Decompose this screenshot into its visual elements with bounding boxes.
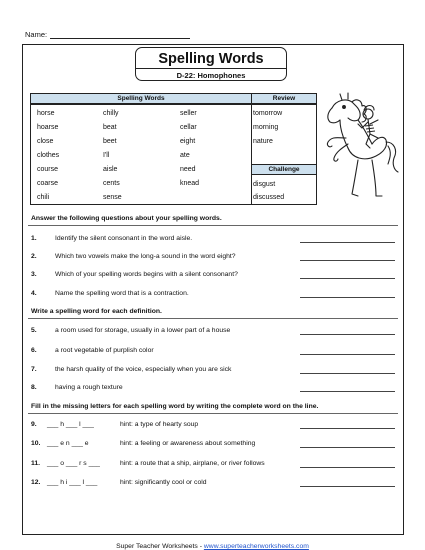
spelling-words-header: Spelling Words xyxy=(30,93,252,104)
page-subtitle: D-22: Homophones xyxy=(136,68,286,80)
answer-line[interactable] xyxy=(300,486,395,487)
question-number: 9. xyxy=(31,421,37,428)
question-text: a root vegetable of purplish color xyxy=(55,347,154,354)
section-1-instructions: Answer the following questions about your spelling words. xyxy=(31,215,222,222)
section-3-divider xyxy=(28,413,398,414)
word-cell: I'll xyxy=(103,152,110,159)
word-cell: beet xyxy=(103,138,117,145)
word-cell: course xyxy=(37,166,59,173)
answer-line[interactable] xyxy=(300,334,395,335)
challenge-word: discussed xyxy=(253,194,285,201)
section-2-divider xyxy=(28,318,398,319)
name-label: Name: xyxy=(25,30,48,39)
hint-text: hint: a feeling or awareness about something xyxy=(120,440,256,447)
word-cell: eight xyxy=(180,138,196,145)
review-word: tomorrow xyxy=(253,110,283,117)
answer-line[interactable] xyxy=(300,297,395,298)
answer-line[interactable] xyxy=(300,373,395,374)
missing-letters-word: ___ o ___ r s ___ xyxy=(47,460,100,467)
answer-line[interactable] xyxy=(300,242,395,243)
question-number: 12. xyxy=(31,479,41,486)
word-cell: chilly xyxy=(103,110,119,117)
section-2-instructions: Write a spelling word for each definition. xyxy=(31,308,162,315)
word-cell: close xyxy=(37,138,54,145)
name-field xyxy=(25,30,190,39)
question-number: 10. xyxy=(31,440,41,447)
answer-line[interactable] xyxy=(300,447,395,448)
review-word: morning xyxy=(253,124,279,131)
question-number: 5. xyxy=(31,327,37,334)
hint-text: hint: significantly cool or cold xyxy=(120,479,207,486)
answer-line[interactable] xyxy=(300,260,395,261)
section-3-instructions: Fill in the missing letters for each spelling word by writing the complete word on the line. xyxy=(31,403,319,410)
word-cell: chili xyxy=(37,194,50,201)
challenge-word: disgust xyxy=(253,181,276,188)
question-text: Identify the silent consonant in the word aisle. xyxy=(55,235,193,242)
missing-letters-word: ___ h ___ l ___ xyxy=(47,421,94,428)
horse-rider-illustration xyxy=(318,92,400,204)
word-cell: clothes xyxy=(37,152,60,159)
question-number: 1. xyxy=(31,235,37,242)
review-grid xyxy=(251,104,317,205)
page-title: Spelling Words xyxy=(158,51,264,67)
footer xyxy=(0,543,425,550)
question-text: Name the spelling word that is a contraction. xyxy=(55,290,189,297)
question-text: Which two vowels make the long-a sound in the word eight? xyxy=(55,253,236,260)
word-cell: hoarse xyxy=(37,124,59,131)
word-cell: cents xyxy=(103,180,120,187)
challenge-header: Challenge xyxy=(251,164,317,175)
question-number: 11. xyxy=(31,460,41,467)
question-text: having a rough texture xyxy=(55,384,123,391)
question-text: a room used for storage, usually in a lower part of a house xyxy=(55,327,231,334)
hint-text: hint: a route that a ship, airplane, or river follows xyxy=(120,460,265,467)
question-number: 6. xyxy=(31,347,37,354)
answer-line[interactable] xyxy=(300,428,395,429)
question-text: the harsh quality of the voice, especially when you are sick xyxy=(55,366,232,373)
answer-line[interactable] xyxy=(300,467,395,468)
word-cell: seller xyxy=(180,110,197,117)
section-1-divider xyxy=(28,225,398,226)
missing-letters-word: ___ h i ___ l ___ xyxy=(47,479,98,486)
word-cell: knead xyxy=(180,180,200,187)
word-cell: need xyxy=(180,166,196,173)
word-cell: coarse xyxy=(37,180,59,187)
word-cell: horse xyxy=(37,110,55,117)
question-number: 4. xyxy=(31,290,37,297)
word-cell: cellar xyxy=(180,124,197,131)
review-header: Review xyxy=(251,93,317,104)
footer-link[interactable]: www.superteacherworksheets.com xyxy=(203,543,309,550)
answer-line[interactable] xyxy=(300,354,395,355)
question-number: 7. xyxy=(31,366,37,373)
review-word: nature xyxy=(253,138,273,145)
question-number: 8. xyxy=(31,384,37,391)
answer-line[interactable] xyxy=(300,391,395,392)
word-cell: sense xyxy=(103,194,122,201)
answer-line[interactable] xyxy=(300,278,395,279)
question-number: 2. xyxy=(31,253,37,260)
title-box xyxy=(135,47,287,81)
name-blank-line[interactable] xyxy=(50,31,190,39)
footer-text: Super Teacher Worksheets - xyxy=(116,543,204,550)
hint-text: hint: a type of hearty soup xyxy=(120,421,199,428)
question-text: Which of your spelling words begins with a silent consonant? xyxy=(55,271,238,278)
question-number: 3. xyxy=(31,271,37,278)
word-cell: aisle xyxy=(103,166,118,173)
word-cell: beat xyxy=(103,124,117,131)
word-cell: ate xyxy=(180,152,190,159)
spelling-words-grid xyxy=(30,104,252,205)
missing-letters-word: ___ e n ___ e xyxy=(47,440,89,447)
